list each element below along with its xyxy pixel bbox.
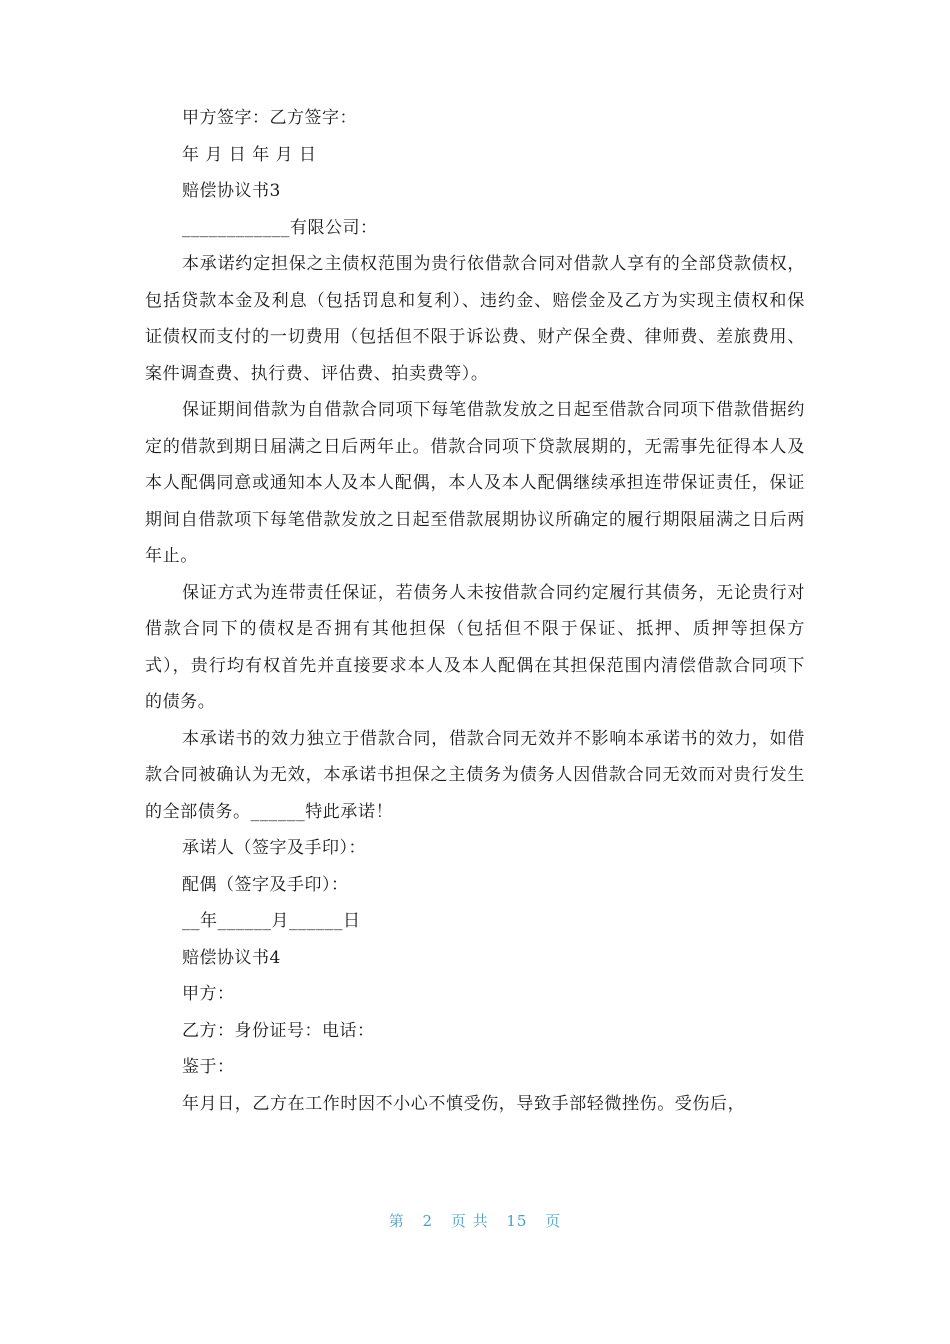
paragraph: 保证期间借款为自借款合同项下每笔借款发放之日起至借款合同项下借款借据约定的借款到期日届满之日后两年止。借款合同项下贷款展期的，无需事先征得本人及本人配偶同意或通知本人及本人配偶，本人及本人配偶继续承担连带保证责任，保证期间自借款项下每笔借款发放之日起至借款展期协议所确定的履行期限届满之日后两年止。 [145, 400, 805, 566]
date-line: 年 月 日 年 月 日 [182, 144, 317, 165]
addressee-line: ____________有限公司： [182, 217, 378, 238]
paragraph: 年月日，乙方在工作时因不小心不慎受伤，导致手部轻微挫伤。受伤后， [182, 1093, 746, 1114]
footer-middle: 页 共 [450, 1212, 489, 1230]
paragraph: 本承诺约定担保之主债权范围为贵行依借款合同对借款人享有的全部贷款债权，包括贷款本金及利息（包括罚息和复利）、违约金、赔偿金及乙方为实现主债权和保证债权而支付的一切费用（包括但不限于诉讼费、财产保全费、律师费、差旅费用、案件调查费、执行费、评估费、拍卖费等）。 [145, 254, 805, 384]
footer-suffix: 页 [545, 1212, 562, 1230]
current-page-number: 2 [422, 1212, 434, 1230]
page-footer [0, 1210, 950, 1231]
footer-prefix: 第 [388, 1212, 405, 1230]
spouse-signature-line: 配偶（签字及手印）： [182, 874, 349, 895]
promisor-signature-line: 承诺人（签字及手印）： [182, 838, 366, 858]
paragraph: 保证方式为连带责任保证，若债务人未按借款合同约定履行其债务，无论贵行对借款合同下的债权是否拥有其他担保（包括但不限于保证、抵押、质押等担保方式），贵行均有权首先并直接要求本人及本人配偶在其担保范围内清偿借款合同项下的债务。 [145, 582, 805, 712]
party-a-line: 甲方： [182, 984, 235, 1004]
signature-line: 甲方签字：乙方签字： [182, 108, 357, 128]
section-title: 赔偿协议书3 [182, 181, 281, 201]
party-b-line: 乙方：身份证号：电话： [182, 1020, 375, 1041]
section-title: 赔偿协议书4 [182, 947, 281, 968]
whereas-line: 鉴于： [182, 1057, 235, 1077]
paragraph: 本承诺书的效力独立于借款合同，借款合同无效并不影响本承诺书的效力，如借款合同被确认为无效，本承诺书担保之主债务为债务人因借款合同无效而对贵行发生的全部债务。______特此承诺！ [145, 728, 805, 822]
total-pages-number: 15 [506, 1212, 528, 1230]
document-body [145, 100, 805, 1122]
date-line: __年______月______日 [182, 911, 361, 931]
